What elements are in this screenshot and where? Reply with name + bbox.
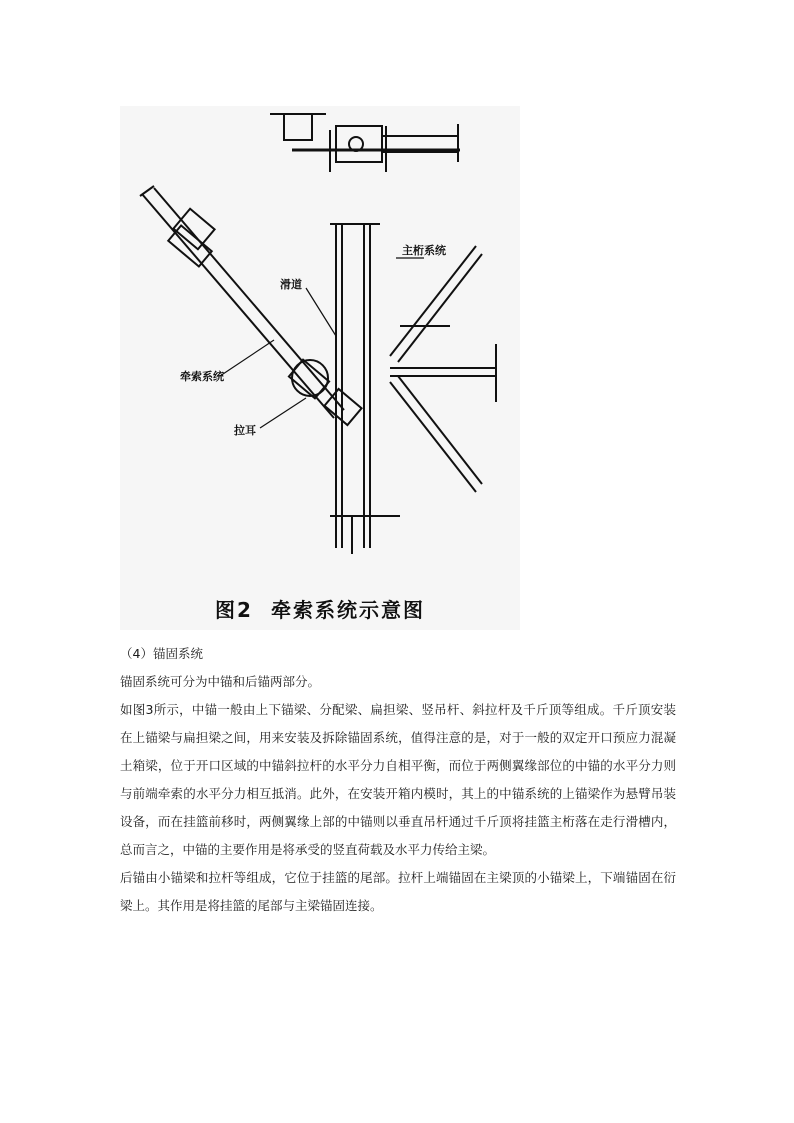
section-heading: （4）锚固系统 [120,646,203,661]
top-detail-bracket [336,126,382,162]
top-detail-block [284,114,312,140]
document-body [120,640,676,920]
paragraph: 后锚由小锚梁和拉杆等组成，它位于挂篮的尾部。拉杆上端锚固在主梁顶的小锚梁上，下端锚固在衍梁上。其作用是将挂篮的尾部与主梁锚固连接。 [120,870,676,913]
figure-caption-title: 牵索系统示意图 [270,598,425,622]
figure-cable-system [120,106,520,630]
label-cable-system: 牵索系统 [180,370,224,383]
cable-system-diagram [120,106,520,586]
paragraph: 锚固系统可分为中锚和后锚两部分。 [120,674,321,689]
label-main-truss: 主桁系统 [402,244,446,257]
figure-caption [120,594,520,623]
label-slide-way: 滑道 [280,278,302,291]
label-ear-plate: 拉耳 [234,424,256,437]
figure-caption-number: 图2 [215,598,253,622]
paragraph: 如图3所示，中锚一般由上下锚梁、分配梁、扁担梁、竖吊杆、斜拉杆及千斤顶等组成。千斤顶安装在上锚梁与扁担梁之间，用来安装及拆除锚固系统，值得注意的是，对于一般的双定开口预应力混凝土箱梁，位于开口区域的中锚斜拉杆的水平分力自相平衡，而位于两侧翼缘部位的中锚的水平分力则与前端牵索的水平分力相互抵消。此外，在安装开箱内模时，其上的中锚系统的上锚梁作为悬臂吊装设备，而在挂篮前移时，两侧翼缘上部的中锚则以垂直吊杆通过千斤顶将挂篮主桁落在走行滑槽内，总而言之，中锚的主要作用是将承受的竖直荷载及水平力传给主梁。 [120,702,676,857]
